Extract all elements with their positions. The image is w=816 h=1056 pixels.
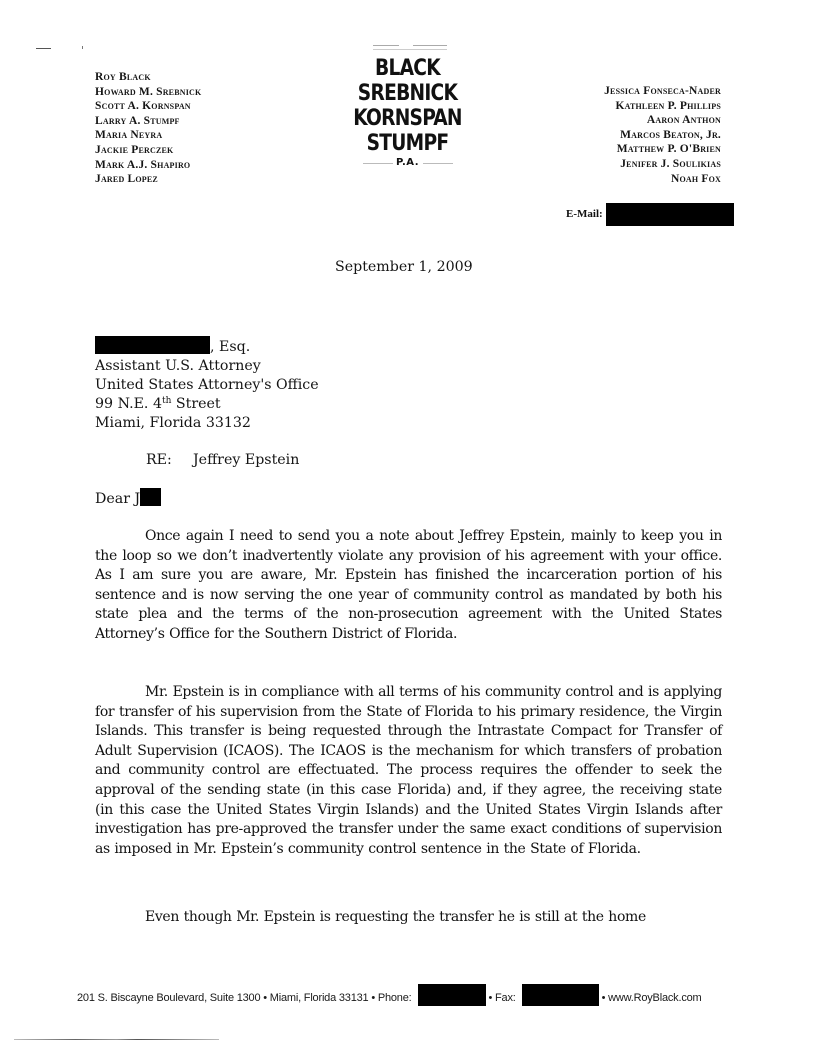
- recipient-title: Assistant U.S. Attorney: [95, 358, 261, 374]
- salutation: [95, 488, 161, 507]
- logo-suffix: P.A.: [395, 157, 419, 168]
- partner-name: Jessica Fonseca-Nader: [604, 85, 721, 97]
- left-partner-list: [95, 70, 201, 187]
- street-name: Street: [171, 396, 221, 412]
- logo-decoration: [373, 45, 399, 46]
- email-label: E-Mail:: [566, 208, 603, 220]
- scan-artifact-rule: [14, 1039, 219, 1040]
- partner-name: Howard M. Srebnick: [95, 85, 202, 98]
- partner-name: Roy Black: [95, 71, 151, 83]
- partner-name: Marcos Beaton, Jr.: [620, 128, 721, 141]
- scan-artifact: [82, 46, 83, 49]
- partner-name: Larry A. Stumpf: [95, 114, 180, 127]
- footer-fax-label: • Fax:: [488, 991, 516, 1004]
- logo-decoration: [363, 163, 393, 164]
- right-partner-list: [604, 84, 721, 186]
- body-paragraph: [95, 683, 722, 859]
- footer-address-text: 201 S. Biscayne Boulevard, Suite 1300 • Miami, Florida 33131 • Phone:: [77, 991, 412, 1004]
- recipient-name-redaction: [95, 336, 210, 354]
- salutation-text: Dear J: [95, 491, 141, 507]
- re-subject: Jeffrey Epstein: [193, 452, 300, 468]
- partner-name: Jared Lopez: [95, 173, 158, 186]
- partner-name: Noah Fox: [670, 172, 721, 185]
- re-line: [146, 452, 299, 468]
- logo-word: BLACK: [375, 55, 440, 81]
- logo-decoration: [373, 49, 447, 50]
- paragraph-text: Mr. Epstein is in compliance with all terms of his community control and is applying for transfer of his supervision from the State of Florida to his primary residence, the Virgin Islands. This transfer is being requested through the Intrastate Compact for Transfer of Adult Supervision (ICAOS). The ICAOS is the mechanism for which transfers of probation and community control are effectuated. The process requires the offender to seek the approval of the sending state (in this case Florida) and, if they agree, the receiving state (in this case the United States Virgin Islands) and the United States Virgin Islands after investigation has pre-approved the transfer under the same exact conditions of supervision as imposed in Mr. Epstein’s community control sentence in the State of Florida.: [95, 684, 722, 857]
- recipient-street: [95, 395, 319, 414]
- phone-redaction: [418, 984, 486, 1006]
- partner-name: Jackie Perczek: [95, 143, 174, 156]
- partner-name: Matthew P. O'Brien: [616, 143, 721, 156]
- footer-website: • www.RoyBlack.com: [601, 991, 702, 1004]
- street-number: 99 N.E. 4: [95, 396, 162, 412]
- logo-decoration: [413, 45, 447, 46]
- partner-name: Jenifer J. Soulikias: [620, 157, 721, 170]
- recipient-address: [95, 336, 319, 433]
- footer-address: [77, 990, 702, 1006]
- partner-name: Scott A. Kornspan: [95, 100, 191, 113]
- fax-redaction: [522, 984, 599, 1006]
- street-ordinal: th: [161, 396, 172, 406]
- partner-name: Mark A.J. Shapiro: [95, 158, 191, 171]
- partner-name: Maria Neyra: [95, 129, 163, 142]
- re-label: RE:: [146, 452, 172, 468]
- recipient-name-line: [95, 336, 319, 357]
- partner-name: Kathleen P. Phillips: [615, 99, 721, 112]
- recipient-office: United States Attorney's Office: [95, 377, 319, 393]
- paragraph-text: Even though Mr. Epstein is requesting the transfer he is still at the home: [145, 909, 646, 925]
- logo-word: KORNSPAN: [353, 105, 462, 131]
- logo-decoration: [423, 163, 453, 164]
- recipient-city: Miami, Florida 33132: [95, 415, 251, 431]
- email-redaction: [606, 203, 734, 226]
- recipient-name-suffix: , Esq.: [210, 339, 251, 355]
- logo-word: SREBNICK: [357, 80, 458, 106]
- body-paragraph: [95, 908, 722, 928]
- body-paragraph: [95, 527, 722, 645]
- partner-name: Aaron Anthon: [646, 114, 721, 127]
- scan-artifact: [36, 48, 51, 49]
- logo-word: STUMPF: [366, 130, 449, 156]
- salutation-redaction: [140, 488, 161, 506]
- paragraph-text: Once again I need to send you a note about Jeffrey Epstein, mainly to keep you in the loop so we don’t inadvertently violate any provision of his agreement with your office. As I am sure you are aware, Mr. Epstein has finished the incarceration portion of his sentence and is now serving the one year of community control as mandated by both his state plea and the terms of the non-prosecution agreement with the United States Attorney’s Office for the Southern District of Florida.: [95, 528, 722, 642]
- firm-logo: [335, 56, 480, 169]
- letter-date: September 1, 2009: [335, 259, 473, 275]
